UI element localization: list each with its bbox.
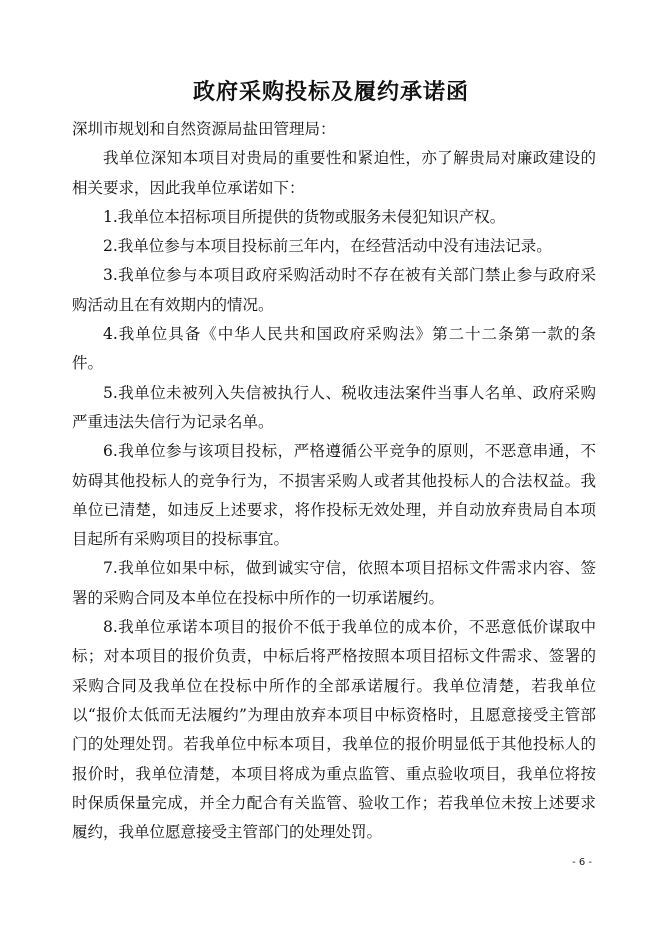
intro-paragraph: 我单位深知本项目对贵局的重要性和紧迫性，亦了解贵局对廉政建设的相关要求，因此我单位承诺如下： bbox=[72, 149, 596, 197]
commitment-item-6: 6.我单位参与该项目投标，严格遵循公平竞争的原则，不恶意串通，不妨碍其他投标人的竞争行为，不损害采购人或者其他投标人的合法权益。我单位已清楚，如违反上述要求，将作投标无效处理，并自动放弃贵局自本项目起所有采购项目的投标事宜。 bbox=[72, 442, 596, 549]
commitment-item-3: 3.我单位参与本项目政府采购活动时不存在被有关部门禁止参与政府采购活动且在有效期内的情况。 bbox=[72, 266, 596, 314]
document-body bbox=[72, 115, 596, 847]
commitment-item-7: 7.我单位如果中标，做到诚实守信，依照本项目招标文件需求内容、签署的采购合同及本单位在投标中所作的一切承诺履约。 bbox=[72, 559, 596, 607]
commitment-item-2: 2.我单位参与本项目投标前三年内，在经营活动中没有违法记录。 bbox=[103, 237, 552, 256]
document-title: 政府采购投标及履约承诺函 bbox=[192, 80, 469, 105]
page-number: - 6 - bbox=[572, 857, 592, 868]
commitment-item-5: 5.我单位未被列入失信被执行人、税收违法案件当事人名单、政府采购严重违法失信行为记录名单。 bbox=[72, 383, 596, 431]
commitment-item-1: 1.我单位本招标项目所提供的货物或服务未侵犯知识产权。 bbox=[103, 207, 506, 226]
commitment-item-4: 4.我单位具备《中华人民共和国政府采购法》第二十二条第一款的条件。 bbox=[72, 325, 596, 373]
commitment-item-8: 8.我单位承诺本项目的报价不低于我单位的成本价，不恶意低价谋取中标；对本项目的报价负责，中标后将严格按照本项目招标文件需求、签署的采购合同及我单位在投标中所作的全部承诺履行。我单位清楚，若我单位以“报价太低而无法履约”为理由放弃本项目中标资格时，且愿意接受主管部门的处理处罚。若我单位中标本项目，我单位的报价明显低于其他投标人的报价时，我单位清楚，本项目将成为重点监管、重点验收项目，我单位将按时保质保量完成，并全力配合有关监管、验收工作；若我单位未按上述要求履约，我单位愿意接受主管部门的处理处罚。 bbox=[72, 618, 596, 842]
addressee: 深圳市规划和自然资源局盐田管理局： bbox=[72, 120, 336, 138]
